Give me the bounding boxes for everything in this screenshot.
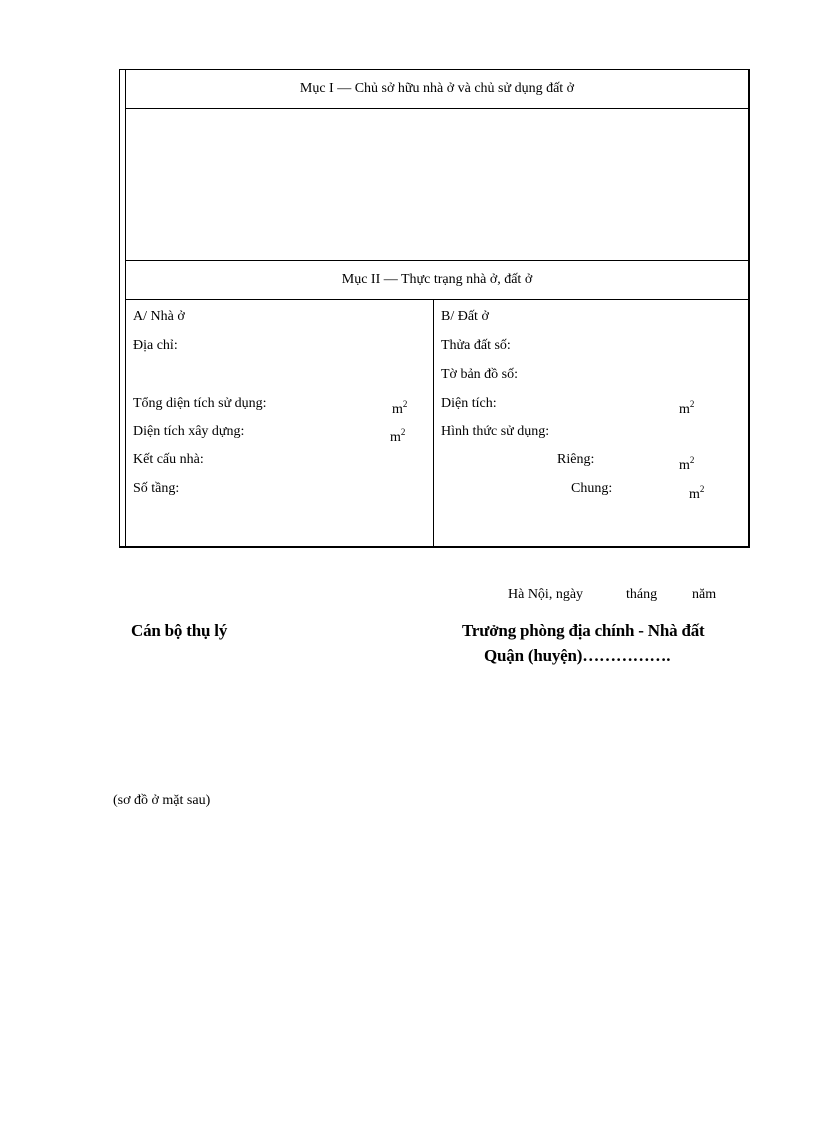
date-year: năm <box>692 587 717 602</box>
land-area-label: Diện tích: <box>441 396 497 411</box>
owner-info-area <box>126 109 748 260</box>
land-area-unit: $m^2$ <box>679 399 695 417</box>
section-2-title: Mục II — Thực trạng nhà ở, đất ở <box>126 260 748 300</box>
house-build-area-label: Diện tích xây dựng: <box>133 424 245 439</box>
house-heading: A/ Nhà ở <box>133 309 185 324</box>
column-divider <box>433 299 434 546</box>
land-private-label: Riêng: <box>557 452 595 467</box>
house-floors-label: Số tầng: <box>133 481 180 496</box>
house-structure-label: Kết cấu nhà: <box>133 452 204 467</box>
diagram-note: (sơ đồ ở mặt sau) <box>113 793 211 808</box>
head-signature-district: Quận (huyện)……………. <box>484 646 671 665</box>
date-month: tháng <box>626 587 658 602</box>
house-address-label: Địa chỉ: <box>133 338 178 353</box>
land-usage-label: Hình thức sử dụng: <box>441 424 550 439</box>
form-inner-frame <box>125 70 748 546</box>
house-build-area-unit: $m^2$ <box>390 427 406 445</box>
house-total-area-unit: $m^2$ <box>392 399 408 417</box>
land-parcel-label: Thửa đất số: <box>441 338 511 353</box>
property-form-table <box>119 69 750 548</box>
date-place-day: Hà Nội, ngày <box>508 587 584 602</box>
land-shared-unit: $m^2$ <box>689 484 705 502</box>
land-map-sheet-label: Tờ bản đồ số: <box>441 367 519 382</box>
house-total-area-label: Tổng diện tích sử dụng: <box>133 396 267 411</box>
land-private-unit: $m^2$ <box>679 455 695 473</box>
head-signature-title: Trưởng phòng địa chính - Nhà đất <box>462 621 705 640</box>
land-heading: B/ Đất ở <box>441 309 489 324</box>
officer-signature-title: Cán bộ thụ lý <box>131 621 228 640</box>
section-1-title: Mục I — Chủ sở hữu nhà ở và chủ sử dụng đất ở <box>126 70 748 109</box>
land-shared-label: Chung: <box>571 481 613 496</box>
